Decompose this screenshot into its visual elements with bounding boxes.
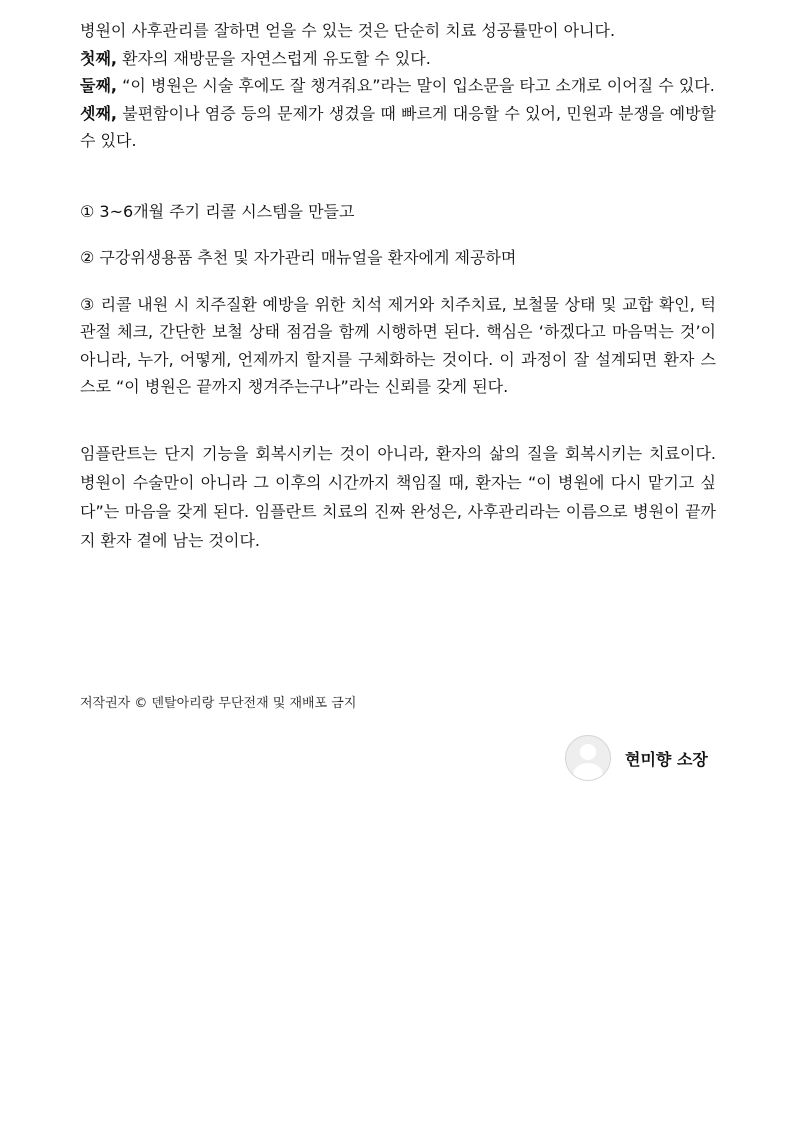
conclusion-section — [80, 439, 716, 555]
user-avatar-icon — [565, 735, 611, 781]
point-third — [80, 100, 716, 155]
intro-section — [80, 17, 716, 155]
point-third-label: 셋째, — [80, 103, 117, 123]
steps-section — [80, 198, 716, 401]
avatar-head-shape — [580, 744, 596, 760]
point-first — [80, 45, 716, 73]
intro-lead: 병원이 사후관리를 잘하면 얻을 수 있는 것은 단순히 치료 성공률만이 아니다. — [80, 21, 616, 40]
avatar-shoulders-shape — [573, 763, 603, 781]
point-second-text: “이 병원은 시술 후에도 잘 챙겨줘요”라는 말이 입소문을 타고 소개로 이어질 수 있다. — [117, 76, 715, 95]
step-item: ① 3~6개월 주기 리콜 시스템을 만들고 — [80, 201, 355, 221]
step-item: ② 구강위생용품 추천 및 자가관리 매뉴얼을 환자에게 제공하며 — [80, 248, 517, 267]
step-item: ③ 리콜 내원 시 치주질환 예방을 위한 치석 제거와 치주치료, 보철물 상태 및 교합 확인, 턱관절 체크, 간단한 보철 상태 점검을 함께 시행하면 된다. 핵심은 ‘하겠다고 마음먹는 것’이 아니라, 누가, 어떻게, 언제까지 할지를 구체화하는 것이다. 이 과정이 잘 설계되면 환자 스스로 “이 병원은 끝까지 챙겨주는구나”라는 신뢰를 갖게 된다. — [80, 294, 716, 396]
article-body — [80, 17, 716, 555]
point-third-text: 불편함이나 염증 등의 문제가 생겼을 때 빠르게 대응할 수 있어, 민원과 분쟁을 예방할 수 있다. — [80, 103, 716, 150]
point-second — [80, 72, 716, 100]
author-byline[interactable] — [565, 735, 708, 781]
copyright-notice: 저작권자 © 덴탈아리랑 무단전재 및 재배포 금지 — [80, 696, 357, 711]
conclusion-text: 임플란트는 단지 기능을 회복시키는 것이 아니라, 환자의 삶의 질을 회복시키는 치료이다. 병원이 수술만이 아니라 그 이후의 시간까지 책임질 때, 환자는 “이 병원에 다시 맡기고 싶다”는 마음을 갖게 된다. 임플란트 치료의 진짜 완성은, 사후관리라는 이름으로 병원이 끝까지 환자 곁에 남는 것이다. — [80, 443, 716, 550]
point-second-label: 둘째, — [80, 76, 117, 95]
point-first-text: 환자의 재방문을 자연스럽게 유도할 수 있다. — [117, 48, 431, 68]
point-first-label: 첫째, — [80, 48, 117, 68]
author-name[interactable]: 현미향 소장 — [625, 749, 708, 769]
